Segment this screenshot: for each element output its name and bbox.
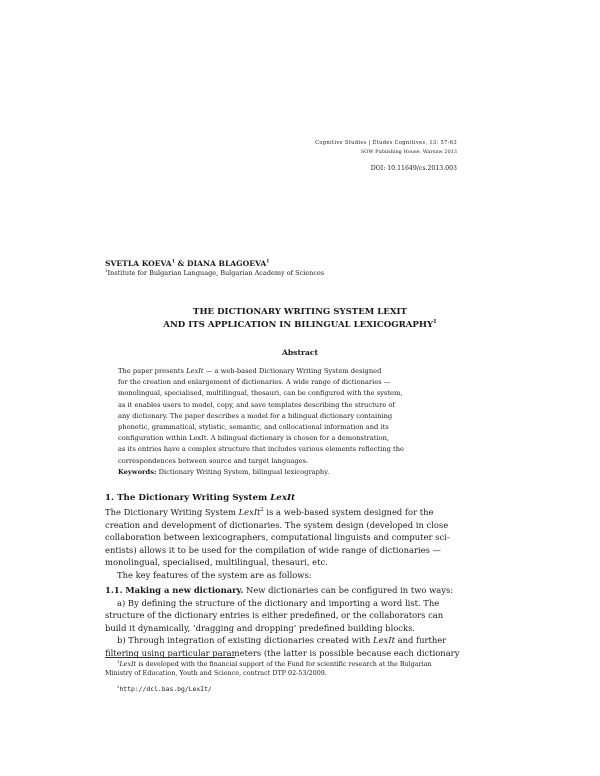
- subsection-paragraph: [105, 584, 498, 660]
- author-affil-mark: 1: [266, 259, 270, 265]
- abstract-line: correspondences between source and target languages.: [118, 456, 309, 465]
- body-line: collaboration between lexicographers, computational linguists and computer sci-: [105, 532, 450, 543]
- subsection-heading: 1.1. Making a new dictionary.: [105, 585, 244, 595]
- body-line: creation and development of dictionaries. The system design (developed in close: [105, 519, 449, 530]
- body-line: build it dynamically, ‘dragging and dropping’ predefined building blocks.: [105, 622, 416, 633]
- abstract-line: phonetic, grammatical, stylistic, semantic, and collocational information and its: [118, 423, 389, 432]
- body-line: structure of the dictionary entries is either predefined, or the collaborators can: [105, 610, 444, 621]
- keywords-line: [118, 467, 484, 478]
- title-text: AND ITS APPLICATION IN BILINGUAL LEXICOGRAPHY: [163, 320, 434, 330]
- footnote-mark: 2: [260, 507, 264, 514]
- body-line: The key features of the system are as follows:: [117, 569, 312, 580]
- doi-line[interactable]: DOI: 10.11649/cs.2013.003: [370, 165, 457, 172]
- body-line: The Dictionary Writing System LexIt$^2$ is a web-based system designed for the: [105, 507, 434, 517]
- footnote-url-link[interactable]: http://dcl.bas.bg/LexIt/: [119, 685, 212, 693]
- abstract-body: [118, 366, 484, 478]
- abstract-line: any dictionary. The paper describes a model for a bilingual dictionary containing: [118, 411, 393, 420]
- author-separator: &: [177, 259, 185, 268]
- body-line: a) By defining the structure of the dictionary and importing a word list. The: [117, 597, 440, 608]
- body-line: monolingual, specialised, multilingual, thesauri, etc.: [105, 557, 328, 568]
- body-line: b) Through integration of existing dictionaries created with LexIt and further: [117, 635, 447, 646]
- abstract-heading: Abstract: [281, 348, 319, 357]
- author-line: [105, 259, 269, 268]
- affiliation: [105, 269, 324, 277]
- abstract-line: as it enables users to model, copy, and save templates describing the structure of: [118, 400, 395, 409]
- journal-citation: Cognitive Studies | Études Cognitives, 13: 57-63: [315, 140, 457, 146]
- abstract-line: as its entries have a complex structure that includes various elements reflecting the: [118, 445, 404, 454]
- paper-title-line-1: THE DICTIONARY WRITING SYSTEM LEXIT: [193, 307, 407, 317]
- body-line: entists) allows it to be used for the compilation of wide range of dictionaries —: [105, 544, 441, 555]
- keywords-label: Keywords:: [118, 467, 157, 476]
- abstract-line: configuration within LexIt. A bilingual dictionary is chosen for a demonstration,: [118, 434, 390, 443]
- abstract-line: The paper presents LexIt — a web-based Dictionary Writing System designed: [118, 367, 382, 375]
- section-heading: 1. The Dictionary Writing System LexIt: [105, 493, 296, 503]
- affiliation-text: Institute for Bulgarian Language, Bulgarian Academy of Sciences: [107, 269, 325, 277]
- author-name: SVETLA KOEVA: [105, 259, 172, 268]
- footnote-divider: [105, 657, 235, 658]
- keywords-text: Dictionary Writing System, bilingual lexicography.: [156, 467, 330, 476]
- title-footnote-mark: 1: [433, 319, 437, 326]
- author-name: DIANA BLAGOEVA: [187, 259, 267, 268]
- subsection-heading-line: 1.1. Making a new dictionary. New dictionaries can be configured in two ways:: [105, 585, 454, 595]
- paper-title-line-2: [105, 320, 495, 330]
- affil-mark: 1: [105, 267, 108, 273]
- footnote-1: $^1$LexIt is developed with the financial support of the Fund for scientific research at the Bulgarian Ministry of Education, Youth and Science, contract DTP 02-53/2009.: [105, 658, 432, 677]
- footnote-2: $^2$http://dcl.bas.bg/LexIt/: [117, 683, 212, 693]
- publisher-line: SOW Publishing House, Warsaw 2013: [360, 149, 457, 155]
- section-paragraph: [105, 506, 498, 582]
- abstract-line: for the creation and enlargement of dictionaries. A wide range of dictionaries —: [118, 378, 391, 387]
- author-affil-mark: 1: [171, 259, 175, 265]
- body-line: filtering using particular parameters (the latter is possible because each dictionary: [105, 647, 460, 658]
- abstract-line: monolingual, specialised, multilingual, thesauri, can be configured with the system,: [118, 389, 403, 398]
